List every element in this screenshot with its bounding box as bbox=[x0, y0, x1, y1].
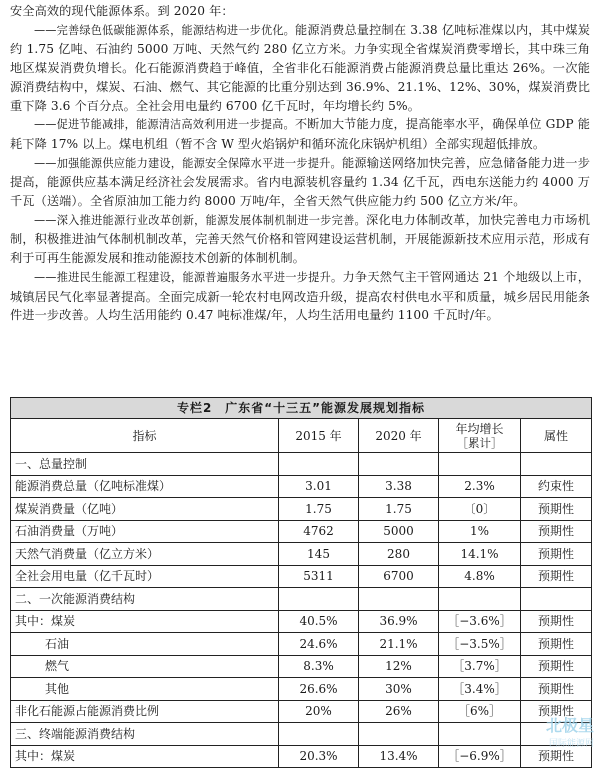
header-attribute: 属性 bbox=[521, 419, 592, 453]
header-growth: 年均增长 ［累计］ bbox=[439, 419, 521, 453]
table-row bbox=[11, 745, 592, 768]
empty-cell bbox=[279, 453, 359, 476]
table-row bbox=[11, 498, 592, 521]
empty-cell bbox=[279, 588, 359, 611]
table-row bbox=[11, 520, 592, 543]
growth-cell: ［6%］ bbox=[439, 700, 521, 723]
table-row bbox=[11, 678, 592, 701]
attribute-cell: 预期性 bbox=[521, 543, 592, 566]
value-2015-cell: 26.6% bbox=[279, 678, 359, 701]
growth-cell: 〔0〕 bbox=[439, 498, 521, 521]
empty-cell bbox=[439, 588, 521, 611]
value-2020-cell: 30% bbox=[359, 678, 439, 701]
indicator-cell: 天然气消费量（亿立方米） bbox=[11, 543, 279, 566]
indicator-cell: 全社会用电量（亿千瓦时） bbox=[11, 565, 279, 588]
paragraph-intro: 安全高效的现代能源体系。到 2020 年： bbox=[10, 4, 234, 18]
indicator-cell: 其中：煤炭 bbox=[11, 610, 279, 633]
attribute-cell: 预期性 bbox=[521, 610, 592, 633]
attribute-cell: 预期性 bbox=[521, 655, 592, 678]
empty-cell bbox=[521, 588, 592, 611]
indicator-cell: 煤炭消费量（亿吨） bbox=[11, 498, 279, 521]
body-text bbox=[10, 2, 590, 325]
empty-cell bbox=[359, 588, 439, 611]
table-section-row bbox=[11, 588, 592, 611]
attribute-cell: 预期性 bbox=[521, 520, 592, 543]
value-2020-cell: 13.4% bbox=[359, 745, 439, 768]
empty-cell bbox=[439, 453, 521, 476]
table-header-row bbox=[11, 419, 592, 453]
indicator-cell: 石油 bbox=[11, 633, 279, 656]
value-2020-cell: 1.75 bbox=[359, 498, 439, 521]
value-2015-cell: 4762 bbox=[279, 520, 359, 543]
paragraph-green-energy: ——完善绿色低碳能源体系，能源结构进一步优化。能源消费总量控制在 3.38 亿吨标准煤以内，其中煤炭约 1.75 亿吨、石油约 5000 万吨、天然气约 280 亿立方米。力争实现全省煤炭消费零增长，其中珠三角地区煤炭消费负增长。化石能源消费趋于峰值，全省非化石能源消费占能源消费总量比重达 26%。一次能源消费结构中，煤炭、石油、燃气、其它能源的比重分别达到 36.9%、21.1%、12%、30%，煤炭消费比重下降 3.6 个百分点。全社会用电量约 6700 亿千瓦时，年均增长约 5%。 bbox=[10, 22, 590, 113]
growth-cell: ［−3.6%］ bbox=[439, 610, 521, 633]
value-2020-cell: 5000 bbox=[359, 520, 439, 543]
attribute-cell: 预期性 bbox=[521, 498, 592, 521]
attribute-cell: 预期性 bbox=[521, 633, 592, 656]
value-2015-cell: 20% bbox=[279, 700, 359, 723]
section-label: 二、一次能源消费结构 bbox=[11, 588, 279, 611]
table-caption: 专栏2 广东省“十三五”能源发展规划指标 bbox=[10, 397, 592, 418]
attribute-cell: 预期性 bbox=[521, 565, 592, 588]
table-row bbox=[11, 610, 592, 633]
paragraph-energy-saving: ——促进节能减排，能源清洁高效利用进一步提高。不断加大节能力度，提高能率水平，确保单位 GDP 能耗下降 17% 以上。煤电机组（暂不含 W 型火焰锅炉和循环流化床锅炉机组）全部实现超低排放。 bbox=[10, 117, 590, 151]
empty-cell bbox=[359, 723, 439, 746]
indicator-cell: 其他 bbox=[11, 678, 279, 701]
table-section-row bbox=[11, 453, 592, 476]
indicator-cell: 能源消费总量（亿吨标准煤） bbox=[11, 475, 279, 498]
attribute-cell: 预期性 bbox=[521, 678, 592, 701]
section-label: 三、终端能源消费结构 bbox=[11, 723, 279, 746]
table-row bbox=[11, 655, 592, 678]
empty-cell bbox=[359, 453, 439, 476]
table-row bbox=[11, 475, 592, 498]
empty-cell bbox=[279, 723, 359, 746]
growth-cell: 14.1% bbox=[439, 543, 521, 566]
empty-cell bbox=[439, 723, 521, 746]
value-2015-cell: 24.6% bbox=[279, 633, 359, 656]
value-2020-cell: 21.1% bbox=[359, 633, 439, 656]
growth-cell: ［−6.9%］ bbox=[439, 745, 521, 768]
growth-cell: ［3.4%］ bbox=[439, 678, 521, 701]
table-row bbox=[11, 565, 592, 588]
table-row bbox=[11, 700, 592, 723]
header-2015: 2015 年 bbox=[279, 419, 359, 453]
value-2015-cell: 3.01 bbox=[279, 475, 359, 498]
energy-indicators-table bbox=[10, 397, 592, 768]
table-row bbox=[11, 633, 592, 656]
growth-cell: ［−3.5%］ bbox=[439, 633, 521, 656]
paragraph-supply-capacity: ——加强能源供应能力建设，能源安全保障水平进一步提升。能源输送网络加快完善，应急储备能力进一步提高，能源供应基本满足经济社会发展需求。省内电源装机容量约 1.34 亿千瓦，西电东送能力约 4000 万千瓦（送端）。全省原油加工能力约 8000 万吨/年，全省天然气供应能力约 500 亿立方米/年。 bbox=[10, 155, 591, 209]
empty-cell bbox=[521, 453, 592, 476]
value-2020-cell: 26% bbox=[359, 700, 439, 723]
value-2015-cell: 8.3% bbox=[279, 655, 359, 678]
growth-cell: 2.3% bbox=[439, 475, 521, 498]
growth-cell: 1% bbox=[439, 520, 521, 543]
value-2020-cell: 6700 bbox=[359, 565, 439, 588]
paragraph-reform: ——深入推进能源行业改革创新，能源发展体制机制进一步完善。深化电力体制改革，加快完善电力市场机制，积极推进油气体制机制改革，完善天然气价格和管网建设运营机制，开展能源新技术应用示范，形成有利于可再生能源发展和推动能源技术创新的体制机制。 bbox=[10, 212, 590, 266]
value-2015-cell: 20.3% bbox=[279, 745, 359, 768]
value-2020-cell: 12% bbox=[359, 655, 439, 678]
value-2020-cell: 280 bbox=[359, 543, 439, 566]
indicator-cell: 其中：煤炭 bbox=[11, 745, 279, 768]
value-2015-cell: 1.75 bbox=[279, 498, 359, 521]
value-2020-cell: 36.9% bbox=[359, 610, 439, 633]
indicator-cell: 石油消费量（万吨） bbox=[11, 520, 279, 543]
table-section-row bbox=[11, 723, 592, 746]
section-label: 一、总量控制 bbox=[11, 453, 279, 476]
attribute-cell: 约束性 bbox=[521, 475, 592, 498]
value-2015-cell: 40.5% bbox=[279, 610, 359, 633]
header-indicator: 指标 bbox=[11, 419, 279, 453]
value-2015-cell: 5311 bbox=[279, 565, 359, 588]
header-2020: 2020 年 bbox=[359, 419, 439, 453]
value-2015-cell: 145 bbox=[279, 543, 359, 566]
indicator-cell: 非化石能源占能源消费比例 bbox=[11, 700, 279, 723]
growth-cell: ［3.7%］ bbox=[439, 655, 521, 678]
growth-cell: 4.8% bbox=[439, 565, 521, 588]
value-2020-cell: 3.38 bbox=[359, 475, 439, 498]
watermark-logo: 北极星 国际能源网 bbox=[545, 716, 594, 749]
attribute-cell: 预期性 bbox=[521, 745, 592, 768]
paragraph-livelihood: ——推进民生能源工程建设，能源普遍服务水平进一步提升。力争天然气主干管网通达 21 个地级以上市，城镇居民气化率显著提高。全面完成新一轮农村电网改造升级，提高农村供电水平和质量，城乡居民用能条件进一步改善。人均生活用能约 0.47 吨标准煤/年，人均生活用电量约 1100 千瓦时/年。 bbox=[10, 269, 590, 323]
attribute-cell: 预期性 bbox=[521, 700, 592, 723]
indicator-cell: 燃气 bbox=[11, 655, 279, 678]
table-row bbox=[11, 543, 592, 566]
